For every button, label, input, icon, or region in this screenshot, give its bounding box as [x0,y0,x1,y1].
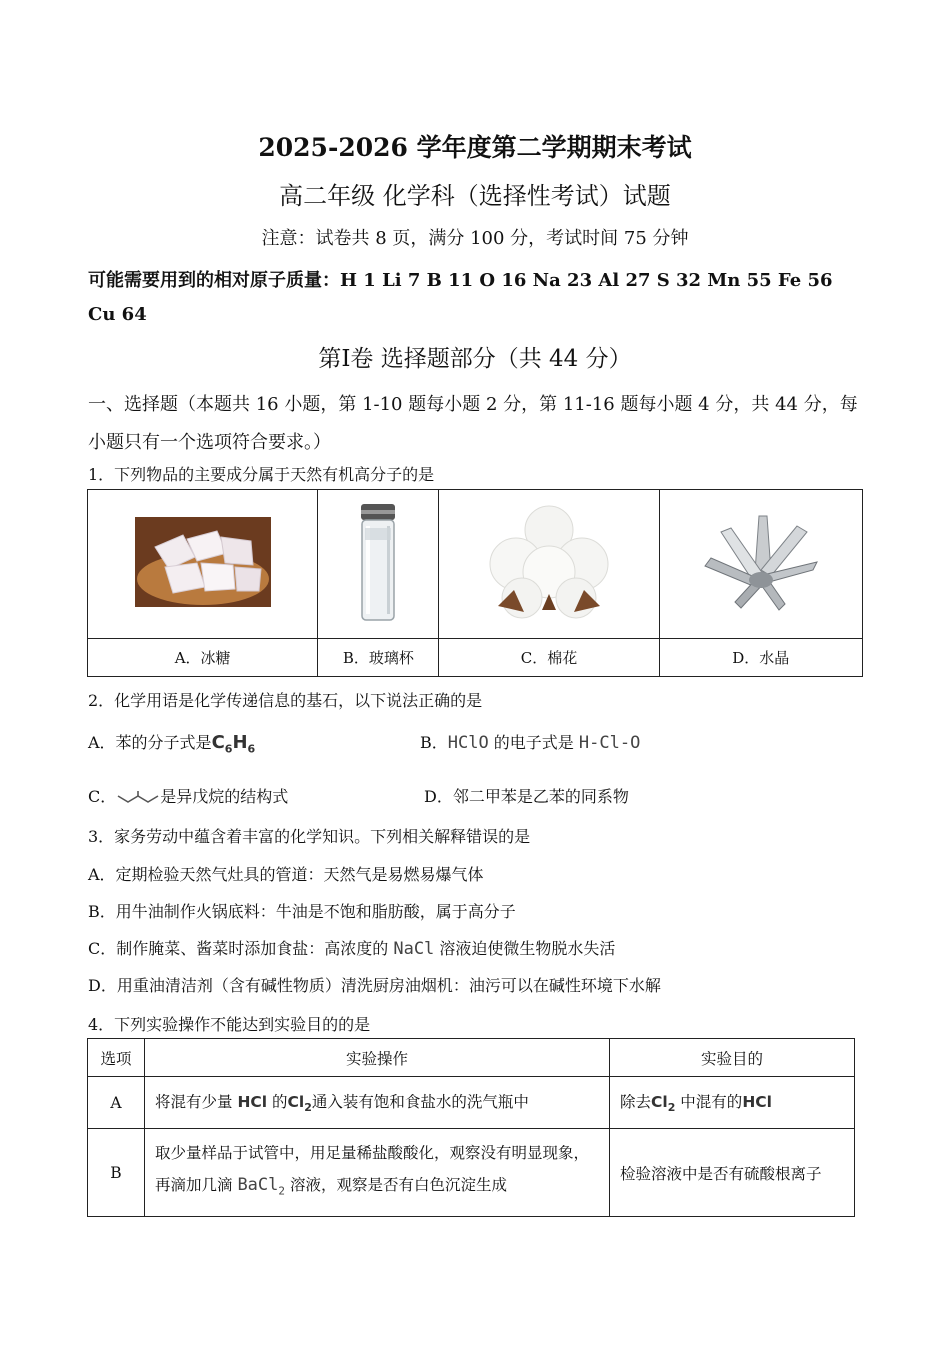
q4-header-operation: 实验操作 [145,1039,610,1077]
q1-stem: 1．下列物品的主要成分属于天然有机高分子的是 [88,465,435,484]
isopentane-skeletal-icon [116,791,160,805]
q4-row-b-goal: 检验溶液中是否有硫酸根离子 [610,1129,855,1217]
goal-cl2-formula [651,1093,676,1115]
rock-sugar-image [135,517,271,607]
q1-options-table [87,489,863,677]
q1-option-d: D．水晶 [659,639,862,677]
q4-header-goal: 实验目的 [610,1039,855,1077]
q3-option-c [88,936,615,959]
q4-row-b-operation [145,1129,610,1217]
q2-option-d: D．邻二甲苯是乙苯的同系物 [424,787,629,806]
atomic-masses-line2: Cu 64 [88,304,147,325]
q3-option-a: A．定期检验天然气灶具的管道：天然气是易燃易爆气体 [88,865,484,884]
q2-option-b-label: B． [420,733,448,752]
cl2-formula [287,1093,312,1115]
q2-option-b-text: 的电子式是 [488,733,579,752]
cl-count: 2 [304,1101,312,1115]
q4-row-a-goal-text2: 中混有的 [675,1093,743,1112]
formula-c: C [211,732,225,753]
q4-row-a-operation [145,1077,610,1129]
q3-option-b: B．用牛油制作火锅底料：牛油是不饱和脂肪酸，属于高分子 [88,902,516,921]
q1-option-b: B．玻璃杯 [318,639,439,677]
q2-stem: 2．化学用语是化学传递信息的基石，以下说法正确的是 [88,691,483,710]
bacl2-formula [237,1175,286,1198]
q1-image-a-cell [88,490,318,639]
q1-image-c-cell [439,490,659,639]
q4-row-b-op-text2: 溶液，观察是否有白色沉淀生成 [285,1176,507,1195]
q4-row-b-op-text1: 再滴加几滴 [155,1176,238,1195]
q3-option-d: D．用重油清洁剂（含有碱性物质）清洗厨房油烟机：油污可以在碱性环境下水解 [88,976,661,995]
goal-cl-symbol: Cl [651,1093,668,1112]
glass-cup-image [353,502,403,622]
q4-row-a-op-text3: 通入装有饱和食盐水的洗气瓶中 [311,1093,529,1112]
q4-row-a-goal [610,1077,855,1129]
q4-row-a-op-text1: 将混有少量 [155,1093,238,1112]
q2-option-c-text: 是异戊烷的结构式 [160,787,289,806]
goal-hcl-formula: HCl [742,1093,772,1112]
formula-c-count: 6 [224,742,233,756]
nacl-formula: NaCl [393,939,435,959]
atomic-masses-line1: 可能需要用到的相对原子质量：H 1 Li 7 B 11 O 16 Na 23 Al 27 S 32 Mn 55 Fe 56 [88,270,833,291]
q1-image-d-cell [659,490,862,639]
q4-row-a-op-text2: 的 [267,1093,288,1112]
q1-image-b-cell [318,490,439,639]
q1-option-a: A．冰糖 [88,639,318,677]
hclo-structure: H-Cl-O [578,733,641,753]
cotton-image [484,502,614,622]
q1-option-c: C．棉花 [439,639,659,677]
formula-h: H [232,732,248,753]
q4-row-b-op-line2 [155,1169,599,1207]
formula-h-count: 6 [247,742,256,756]
q2-option-b [420,730,640,753]
q4-row-b-op-line1: 取少量样品于试管中，用足量稀盐酸酸化，观察没有明显现象， [155,1144,590,1163]
q4-row-a-goal-text1: 除去 [620,1093,652,1112]
cl-symbol: Cl [287,1093,305,1112]
q3-option-c-text2: 溶液迫使微生物脱水失活 [434,939,616,958]
part-title: 第Ⅰ卷 选择题部分（共 44 分） [318,346,632,372]
bacl-count: 2 [278,1184,286,1198]
q4-stem: 4．下列实验操作不能达到实验目的的是 [88,1015,371,1034]
q3-stem: 3．家务劳动中蕴含着丰富的化学知识。下列相关解释错误的是 [88,827,531,846]
hclo-formula: HClO [447,733,489,753]
q2-option-a [88,730,255,756]
q4-experiment-table [87,1038,855,1217]
q2-option-a-text: A．苯的分子式是 [88,733,212,752]
q4-row-b [88,1129,855,1217]
section-instructions-line1: 一、选择题（本题共 16 小题，第 1-10 题每小题 2 分，第 11-16 题每小题 4 分，共 44 分，每 [88,394,858,415]
q4-row-a [88,1077,855,1129]
q4-header-option: 选项 [88,1039,145,1077]
q3-option-c-text1: C．制作腌菜、酱菜时添加食盐：高浓度的 [88,939,394,958]
crystal-image [701,512,821,612]
section-instructions-line2: 小题只有一个选项符合要求。） [88,432,331,453]
goal-cl-count: 2 [667,1101,676,1115]
bacl-symbol: BaCl [237,1175,279,1196]
q2-option-c [88,784,288,807]
q4-row-a-option: A [88,1077,145,1129]
q2-option-c-label: C． [88,787,117,806]
exam-notice: 注意：试卷共 8 页，满分 100 分，考试时间 75 分钟 [261,228,689,249]
hcl-formula: HCl [237,1093,268,1112]
q4-row-b-option: B [88,1129,145,1217]
exam-title: 2025-2026 学年度第二学期期末考试 [258,133,692,162]
exam-subtitle: 高二年级 化学科（选择性考试）试题 [279,182,671,210]
